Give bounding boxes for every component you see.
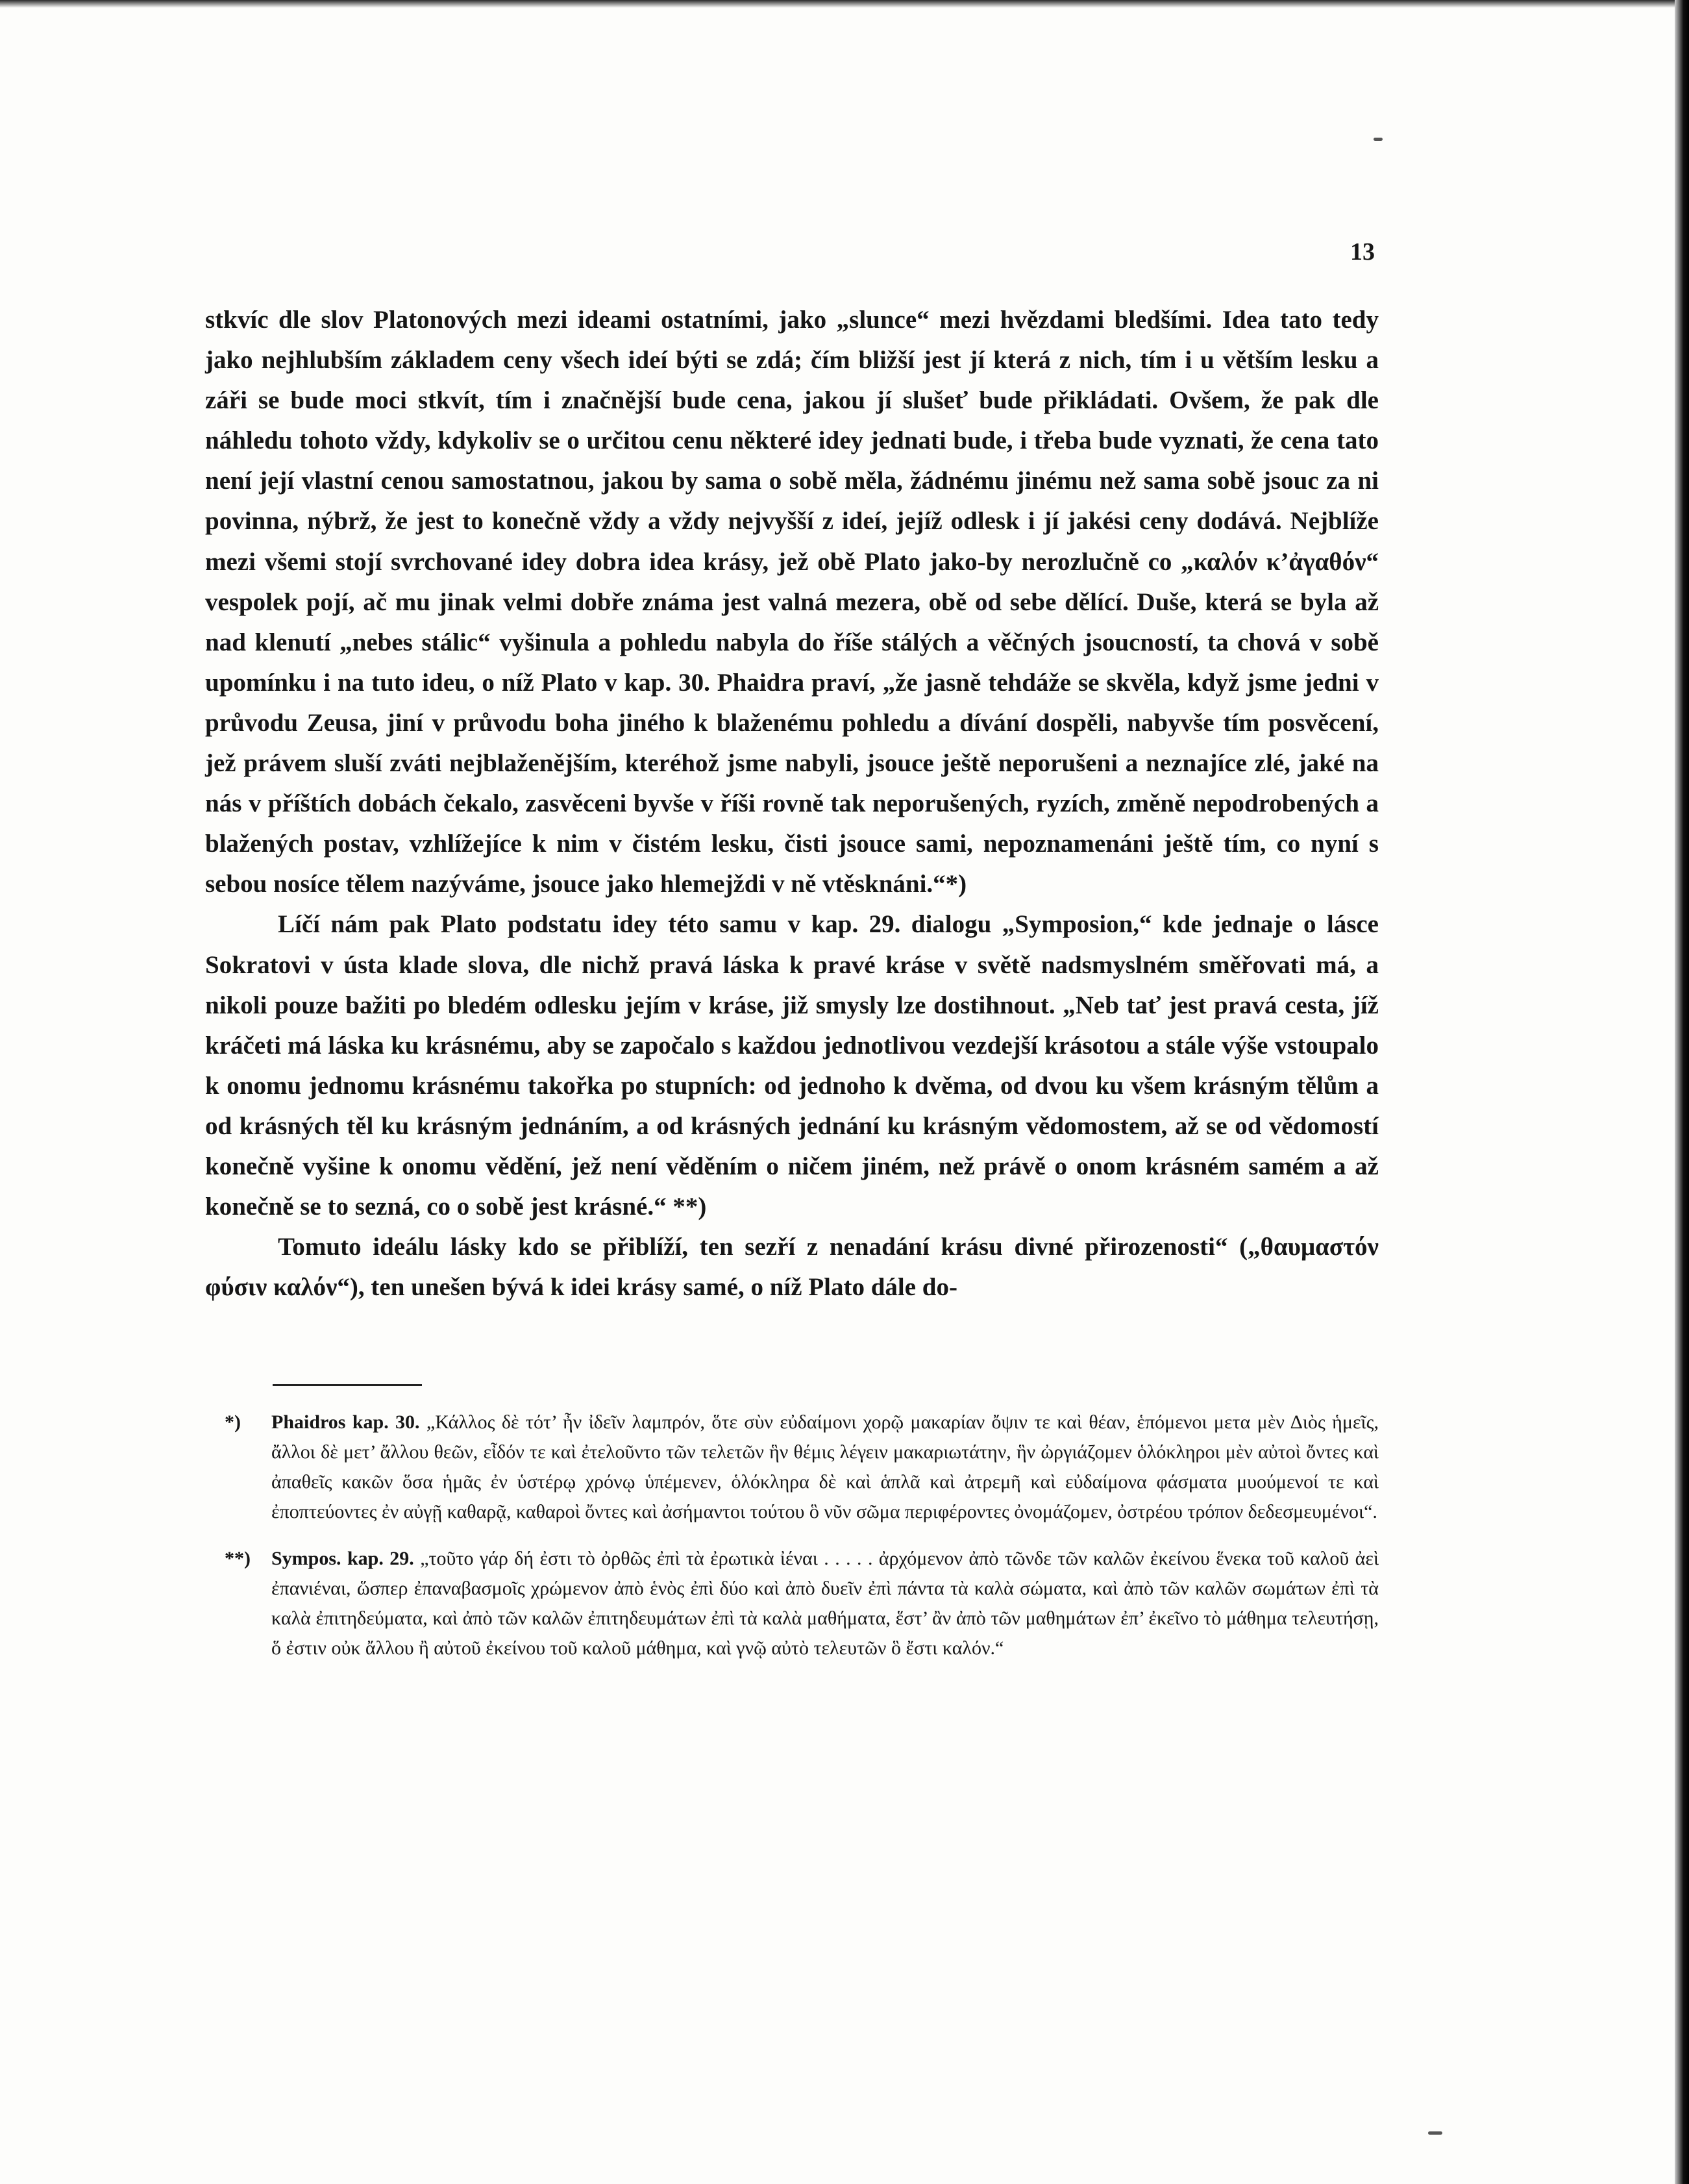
footnote-1 (225, 1408, 1379, 1527)
paragraph-3: Tomuto ideálu lásky kdo se přiblíží, ten sezří z nenadání krásu divné přirozenosti“ („θαυμαστόν φύσιν καλόν“), ten unešen bývá k idei krásy samé, o níž Plato dále do- (205, 1233, 1379, 1302)
scan-top-edge (0, 0, 1689, 8)
footnote-2 (225, 1544, 1379, 1663)
scan-speck (1374, 138, 1383, 141)
footnote-separator (273, 1384, 422, 1386)
scan-right-edge (1675, 0, 1689, 2184)
paragraph-2: Líčí nám pak Plato podstatu idey této samu v kap. 29. dialogu „Symposion,“ kde jednaje o lásce Sokratovi v ústa klade slova, dle nichž pravá láska k pravé kráse v světě nadsmyslném směřovati má, a nikoli pouze bažiti po bledém odlesku jejím v kráse, již smysly lze dostihnout. „Neb tať jest pravá cesta, jíž kráčeti má láska ku krásnému, aby se započalo s každou jednotlivou vezdejší krásotou a stále výše vstoupalo k onomu jednomu krásnému takořka po stupních: od jednoho k dvěma, od dvou ku všem krásným tělům a od krásných těl ku krásným jednáním, a od krásných jednání ku krásným vědomostem, až se od vědomostí konečně vyšine k onomu vědění, jež není věděním o ničem jiném, než právě o onom krásném samém a až konečně se to sezná, co o sobě jest krásné.“ **) (205, 910, 1379, 1221)
page-number: 13 (1350, 238, 1375, 266)
footnote-source: Sympos. kap. 29. (271, 1548, 421, 1569)
footnote-quote: „τοῦτο γάρ δή ἐστι τὸ ὀρθῶς ἐπὶ τὰ ἐρωτικὰ ἰέναι . . . . . ἀρχόμενον ἀπὸ τῶνδε τῶν καλῶν ἐκείνου ἕνεκα τοῦ καλοῦ ἀεὶ ἐπανιέναι, ὥσπερ ἐπαναβασμοῖς χρώμενον ἀπὸ ἑνὸς ἐπὶ δύο καὶ ἀπὸ δυεῖν ἐπὶ πάντα τὰ καλὰ σώματα, καὶ ἀπὸ τῶν καλῶν σωμάτων ἐπὶ τὰ καλὰ ἐπιτηδεύματα, καὶ ἀπὸ τῶν καλῶν ἐπιτηδευμάτων ἐπὶ τὰ καλὰ μαθήματα, ἕστ’ ἂν ἀπὸ τῶν μαθημάτων ἐπ’ ἐκεῖνο τὸ μάθημα τελευτήσῃ, ὅ ἐστιν οὐκ ἄλλου ἢ αὐτοῦ ἐκείνου τοῦ καλοῦ μάθημα, καὶ γνῷ αὐτὸ τελευτῶν ὃ ἔστι καλόν.“ (271, 1548, 1379, 1659)
main-text (205, 300, 1379, 1308)
footnote-source: Phaidros kap. 30. (271, 1411, 426, 1433)
scan-speck (1428, 2131, 1442, 2135)
footnote-quote: „Κάλλος δὲ τότ’ ἦν ἰδεῖν λαμπρόν, ὅτε σὺν εὐδαίμονι χορῷ μακαρίαν ὄψιν τε καὶ θέαν, ἑπόμενοι μετα μὲν Διὸς ἡμεῖς, ἄλλοι δὲ μετ’ ἄλλου θεῶν, εἶδόν τε καὶ ἐτελοῦντο τῶν τελετῶν ἣν θέμις λέγειν μακαριωτάτην, ἣν ὠργιάζομεν ὁλόκληροι μὲν αὐτοὶ ὄντες καὶ ἀπαθεῖς κακῶν ὅσα ἡμᾶς ἐν ὑστέρῳ χρόνῳ ὑπέμενεν, ὁλόκληρα δὲ καὶ ἁπλᾶ καὶ ἀτρεμῆ καὶ εὐδαίμονα φάσματα μυούμενοί τε καὶ ἐποπτεύοντες ἐν αὐγῇ καθαρᾷ, καθαροὶ ὄντες καὶ ἀσήμαντοι τούτου ὃ νῦν σῶμα περιφέροντες ὀνομάζομεν, ὀστρέου τρόπον δεδεσμευμένοι“. (271, 1411, 1379, 1522)
paragraph-1: stkvíc dle slov Platonových mezi ideami ostatními, jako „slunce“ mezi hvězdami bledšími. Idea tato tedy jako nejhlubším základem ceny všech ideí býti se zdá; čím bližší jest jí která z nich, tím i u větším lesku a záři se bude moci stkvít, tím i značnější bude cena, jakou jí slušeť bude přikládati. Ovšem, že pak dle náhledu tohoto vždy, kdykoliv se o určitou cenu některé idey jednati bude, i třeba bude vyznati, že cena tato není její vlastní cenou samostatnou, jakou by sama o sobě měla, žádnému jinému než sama sobě jsouc za ni povinna, nýbrž, že jest to konečně vždy a vždy nejvyšší z ideí, jejíž odlesk i jí jakési ceny dodává. Nejblíže mezi všemi stojí svrchované idey dobra idea krásy, jež obě Plato jako-by nerozlučně co „καλόν κ’ἀγαθόν“ vespolek pojí, ač mu jinak velmi dobře známa jest valná mezera, obě od sebe dělící. Duše, která se byla až nad klenutí „nebes stálic“ vyšinula a pohledu nabyla do říše stálých a věčných jsoucností, ta chová v sobě upomínku i na tuto ideu, o níž Plato v kap. 30. Phaidra praví, „že jasně tehdáže se skvěla, když jsme jedni v průvodu Zeusa, jiní v průvodu boha jiného k blaženému pohledu a dívání dospěli, nabyvše tím posvěcení, jež právem sluší zváti nejblaženějším, kteréhož jsme nabyli, jsouce ještě neporušeni a neznajíce zlé, jaké na nás v příštích dobách čekalo, zasvěceni byvše v říši rovně tak neporušených, ryzích, změně nepodrobených a blažených postav, vzhlížejíce k nim v čistém lesku, čisti jsouce sami, nepoznamenáni ještě tím, co nyní s sebou nosíce tělem nazýváme, jsouce jako hlemejždi v ně vtěsknáni.“*) (205, 306, 1379, 899)
footnotes (225, 1408, 1379, 1680)
footnote-mark: **) (225, 1548, 251, 1569)
footnote-mark: *) (225, 1411, 241, 1433)
